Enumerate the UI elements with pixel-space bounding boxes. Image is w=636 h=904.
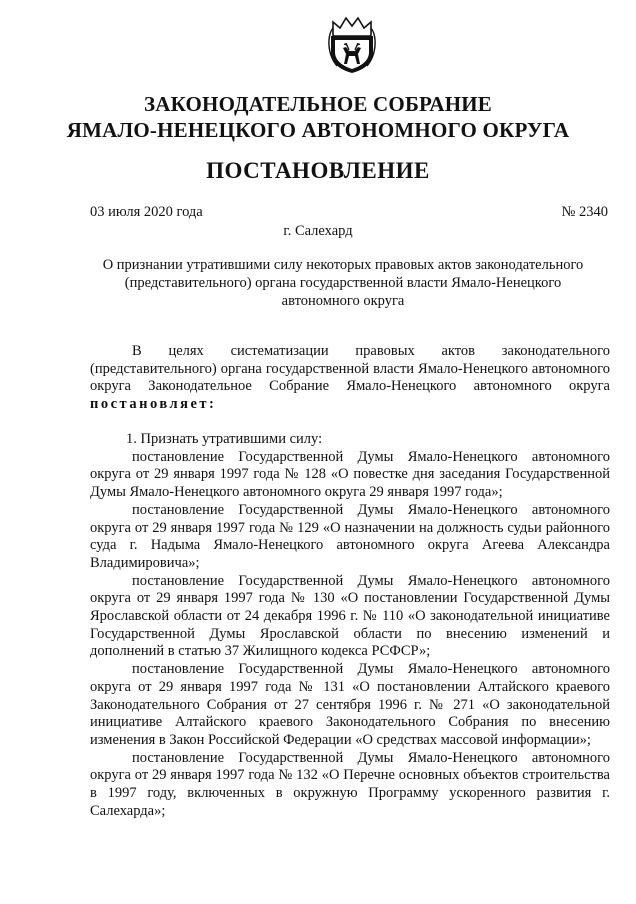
intro-text: В целях систематизации правовых актов законодательного (представительного) органа государственной власти Ямало-Ненецкого автономного округа Законодательное Собрание Ямало-Ненецкого автономного округа [90,343,610,395]
list-item: постановление Государственной Думы Ямало-Ненецкого автономного округа от 29 января 1997 года № 130 «О постановлении Государственной Думы Ярославской области от 24 декабря 1996 г. № 110 «О законодательной инициативе Государственной Думы Ярославской области по внесению изменений и дополнений в статью 37 Жилищного кодекса РСФСР»; [90,572,610,660]
organization-name-line1: ЗАКОНОДАТЕЛЬНОЕ СОБРАНИЕ [143,92,493,116]
list-item: постановление Государственной Думы Ямало-Ненецкого автономного округа от 29 января 1997 года № 131 «О постановлении Алтайского краевого Законодательного Собрания от 27 сентября 1996 г. № 271 «О законодательной инициативе Алтайского краевого Законодательного Собрания по внесению изменения в Закон Российской Федерации «О средствах массовой информации»; [90,661,610,748]
document-number: № 2340 [561,204,608,220]
repeal-list [90,431,610,820]
document-date: 03 июля 2020 года [90,204,203,220]
document-type-title: ПОСТАНОВЛЕНИЕ [206,158,430,183]
list-item: постановление Государственной Думы Ямало-Ненецкого автономного округа от 29 января 1997 года № 129 «О назначении на должность судьи районного суда г. Надыма Ямало-Ненецкого автономного округа Агеева Александра Владимировича»; [90,501,610,571]
list-item: постановление Государственной Думы Ямало-Ненецкого автономного округа от 29 января 1997 года № 132 «О Перечне основных объектов строительства в 1997 году, включенных в окружную Программу ускоренного развития г. Салехарда»; [90,749,610,819]
list-item: постановление Государственной Думы Ямало-Ненецкого автономного округа от 29 января 1997 года № 128 «О повестке дня заседания Государственной Думы Ямало-Ненецкого автономного округа 29 января 1997 года»; [90,448,610,501]
coat-of-arms-icon [327,14,377,74]
document-subject: О признании утратившими силу некоторых правовых актов законодательного (представительного) органа государственной власти Ямало-Ненецкого автономного округа [102,257,584,309]
resolve-word: постановляет: [90,396,217,413]
intro-paragraph [90,343,610,414]
document-city: г. Салехард [283,223,353,239]
list-heading: 1. Признать утратившими силу: [126,431,323,447]
organization-name-line2: ЯМАЛО-НЕНЕЦКОГО АВТОНОМНОГО ОКРУГА [66,118,570,142]
